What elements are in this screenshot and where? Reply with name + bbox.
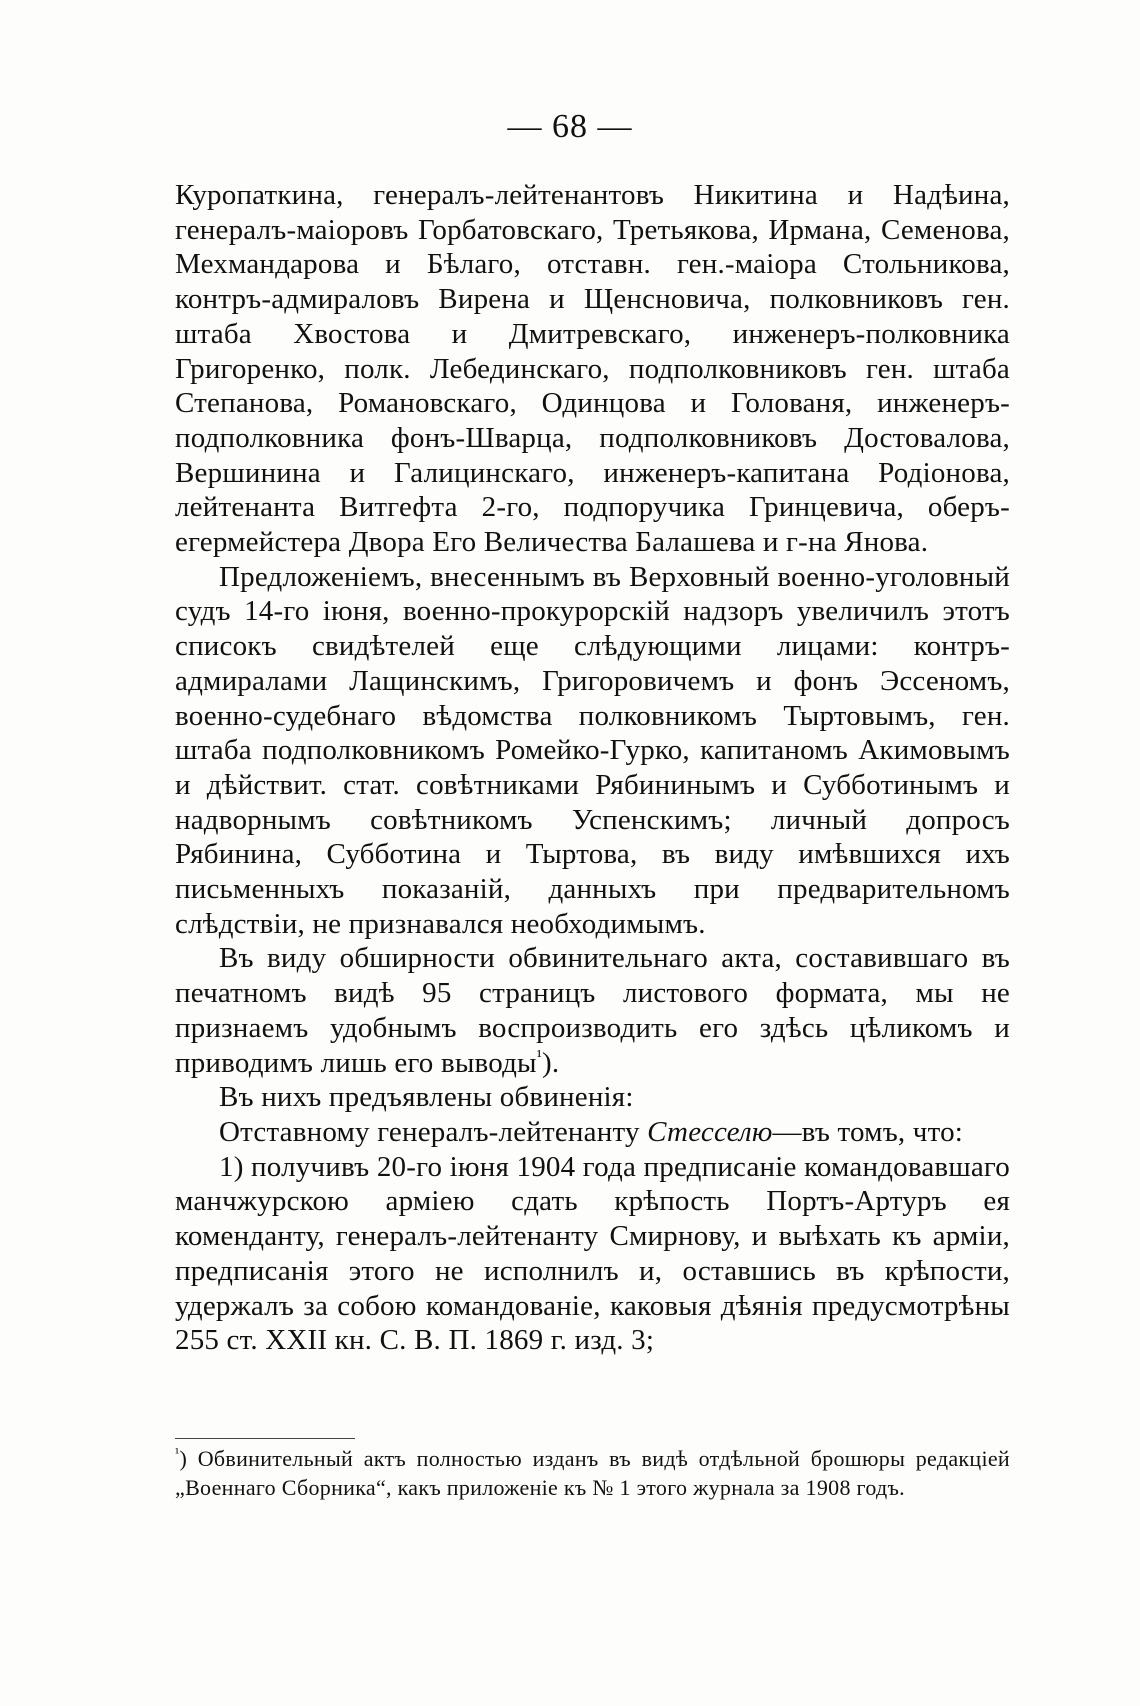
paragraph-prosecution-proposal: Предложеніемъ, внесеннымъ въ Верховный военно-уголовный судъ 14-го іюня, военно-прокурорскій надзоръ увеличилъ этотъ списокъ свидѣтелей еще слѣдующими лицами: контръ-адмиралами Лащинскимъ, Григоровичемъ и фонъ Эссеномъ, военно-судебнаго вѣдомства полковникомъ Тыртовымъ, ген. штаба подполковникомъ Ромейко-Гурко, капитаномъ Акимовымъ и дѣйствит. стат. совѣтниками Рябининымъ и Субботинымъ и надворнымъ совѣтникомъ Успенскимъ; личный допросъ Рябинина, Субботина и Тыртова, въ виду имѣвшихся ихъ письменныхъ показаній, данныхъ при предварительномъ слѣдствіи, не признавался необходимымъ. <box>175 560 1010 940</box>
stessel-name: Стесселю <box>647 1115 773 1148</box>
paragraph-charges-intro: Въ нихъ предъявлены обвиненія: <box>219 1081 634 1114</box>
paragraph-indictment-size <box>175 941 1010 1080</box>
footnote-text: ) Обвинительный актъ полностью изданъ въ видѣ отдѣльной брошюры редакціей „Военнаго Сборника“, какъ приложеніе къ № 1 этого журнала за 1908 годъ. <box>175 1446 1010 1500</box>
paragraph-charge-one: 1) получивъ 20-го іюня 1904 года предписаніе командовавшаго манчжурскою арміею сдать крѣпость Портъ-Артуръ ея коменданту, генералъ-лейтенанту Смирнову, и выѣхать къ арміи, предписанія этого не исполнилъ и, оставшись въ крѣпости, удержалъ за собою командованіе, каковыя дѣянія предусмотрѣны 255 ст. XXII кн. С. В. П. 1869 г. изд. 3; <box>175 1150 1010 1357</box>
indictment-size-text: Въ виду обширности обвинительнаго акта, составившаго въ печатномъ видѣ 95 страницъ листового формата, мы не признаемъ удобнымъ воспроизводить его здѣсь цѣликомъ и приводимъ лишь его выводы <box>175 942 1010 1079</box>
footnote <box>175 1444 1010 1502</box>
indictment-size-tail: ). <box>542 1046 560 1079</box>
footnote-marker: ¹ <box>175 1446 180 1462</box>
stessel-prefix: Отставному генералъ-лейтенанту <box>219 1115 640 1148</box>
paragraph-stessel-charge <box>175 1115 1010 1150</box>
main-text <box>175 178 1010 1358</box>
footnote-reference: ¹ <box>536 1045 543 1065</box>
paragraph-witness-list: Куропаткина, генералъ-лейтенантовъ Никитина и Надѣина, генералъ-маіоровъ Горбатовскаго, Третьякова, Ирмана, Семенова, Мехмандарова и Бѣлаго, отставн. ген.-маіора Стольникова, контръ-адмираловъ Вирена и Щенсновича, полковниковъ ген. штаба Хвостова и Дмитревскаго, инженеръ-полковника Григоренко, полк. Лебединскаго, подполковниковъ ген. штаба Степанова, Романовскаго, Одинцова и Голованя, инженеръ-подполковника фонъ-Шварца, подполковниковъ Достовалова, Вершинина и Галицинскаго, инженеръ-капитана Родіонова, лейтенанта Витгефта 2-го, подпоручика Гринцевича, оберъ-егермейстера Двора Его Величества Балашева и г-на Янова. <box>175 179 1010 559</box>
footnote-divider <box>175 1438 355 1439</box>
stessel-suffix: —въ томъ, что: <box>772 1115 964 1148</box>
page-number: — 68 — <box>507 108 633 145</box>
